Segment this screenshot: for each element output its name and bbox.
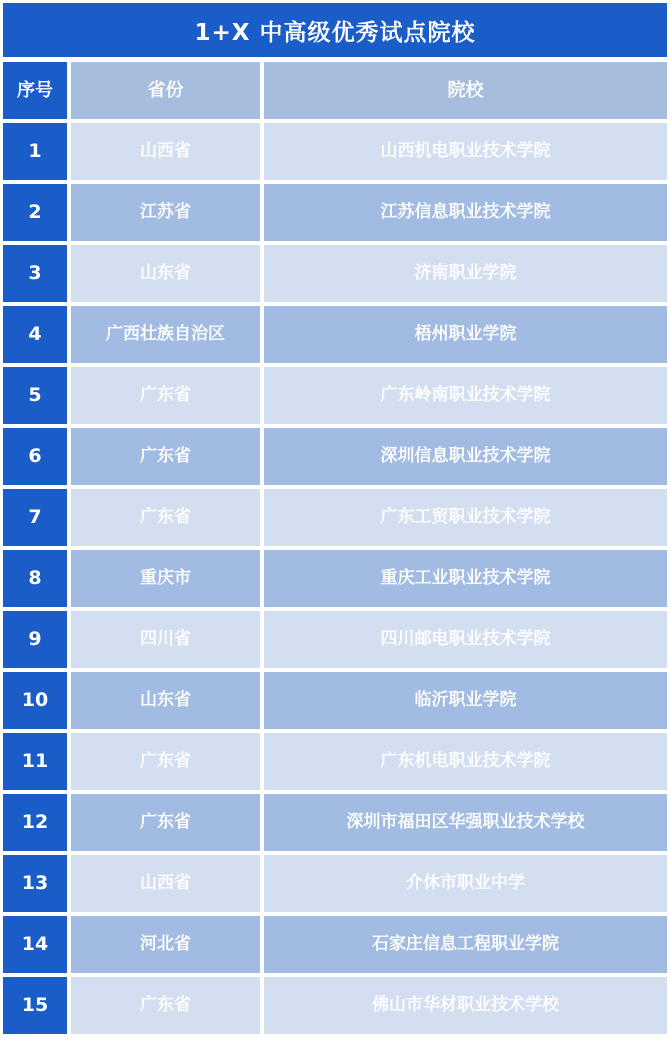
table-row <box>3 123 667 180</box>
row-province-cell: 四川省 <box>71 611 260 668</box>
row-index-cell: 5 <box>3 367 67 424</box>
header-province: 省份 <box>71 62 260 119</box>
table-title: 1+X 中高级优秀试点院校 <box>194 19 476 46</box>
table-row <box>3 733 667 790</box>
table-body <box>3 123 667 1034</box>
table-row <box>3 184 667 241</box>
row-province-cell: 广东省 <box>71 977 260 1034</box>
table-row <box>3 489 667 546</box>
row-index-cell: 14 <box>3 916 67 973</box>
row-index-cell: 6 <box>3 428 67 485</box>
row-index-cell: 11 <box>3 733 67 790</box>
row-school-cell: 四川邮电职业技术学院 <box>264 611 667 668</box>
row-index-cell: 2 <box>3 184 67 241</box>
row-school-cell: 江苏信息职业技术学院 <box>264 184 667 241</box>
row-school-cell: 梧州职业学院 <box>264 306 667 363</box>
row-index-cell: 15 <box>3 977 67 1034</box>
row-index-cell: 10 <box>3 672 67 729</box>
row-province-cell: 广东省 <box>71 733 260 790</box>
row-school-cell: 广东工贸职业技术学院 <box>264 489 667 546</box>
table-row <box>3 794 667 851</box>
row-index-cell: 7 <box>3 489 67 546</box>
table-row <box>3 367 667 424</box>
row-school-cell: 广东机电职业技术学院 <box>264 733 667 790</box>
row-province-cell: 广东省 <box>71 428 260 485</box>
header-school: 院校 <box>264 62 667 119</box>
row-province-cell: 广东省 <box>71 489 260 546</box>
table-row <box>3 550 667 607</box>
row-school-cell: 山西机电职业技术学院 <box>264 123 667 180</box>
table-row <box>3 611 667 668</box>
row-province-cell: 山西省 <box>71 855 260 912</box>
row-province-cell: 江苏省 <box>71 184 260 241</box>
row-province-cell: 广东省 <box>71 367 260 424</box>
table-row <box>3 672 667 729</box>
row-school-cell: 深圳市福田区华强职业技术学校 <box>264 794 667 851</box>
table-title-bar <box>3 3 667 57</box>
header-index: 序号 <box>3 62 67 119</box>
table-row <box>3 855 667 912</box>
row-province-cell: 山东省 <box>71 672 260 729</box>
row-index-cell: 13 <box>3 855 67 912</box>
row-province-cell: 山西省 <box>71 123 260 180</box>
row-index-cell: 3 <box>3 245 67 302</box>
row-index-cell: 8 <box>3 550 67 607</box>
row-school-cell: 深圳信息职业技术学院 <box>264 428 667 485</box>
row-index-cell: 12 <box>3 794 67 851</box>
row-index-cell: 1 <box>3 123 67 180</box>
table-row <box>3 916 667 973</box>
row-school-cell: 石家庄信息工程职业学院 <box>264 916 667 973</box>
row-index-cell: 9 <box>3 611 67 668</box>
table-header-row <box>3 62 667 119</box>
table-row <box>3 245 667 302</box>
table-row <box>3 428 667 485</box>
table-row <box>3 977 667 1034</box>
row-school-cell: 佛山市华材职业技术学校 <box>264 977 667 1034</box>
row-province-cell: 山东省 <box>71 245 260 302</box>
table-row <box>3 306 667 363</box>
row-school-cell: 广东岭南职业技术学院 <box>264 367 667 424</box>
row-province-cell: 广东省 <box>71 794 260 851</box>
row-province-cell: 重庆市 <box>71 550 260 607</box>
pilot-schools-table <box>3 62 667 1034</box>
row-province-cell: 广西壮族自治区 <box>71 306 260 363</box>
row-school-cell: 临沂职业学院 <box>264 672 667 729</box>
row-school-cell: 介休市职业中学 <box>264 855 667 912</box>
row-school-cell: 重庆工业职业技术学院 <box>264 550 667 607</box>
row-province-cell: 河北省 <box>71 916 260 973</box>
row-index-cell: 4 <box>3 306 67 363</box>
row-school-cell: 济南职业学院 <box>264 245 667 302</box>
